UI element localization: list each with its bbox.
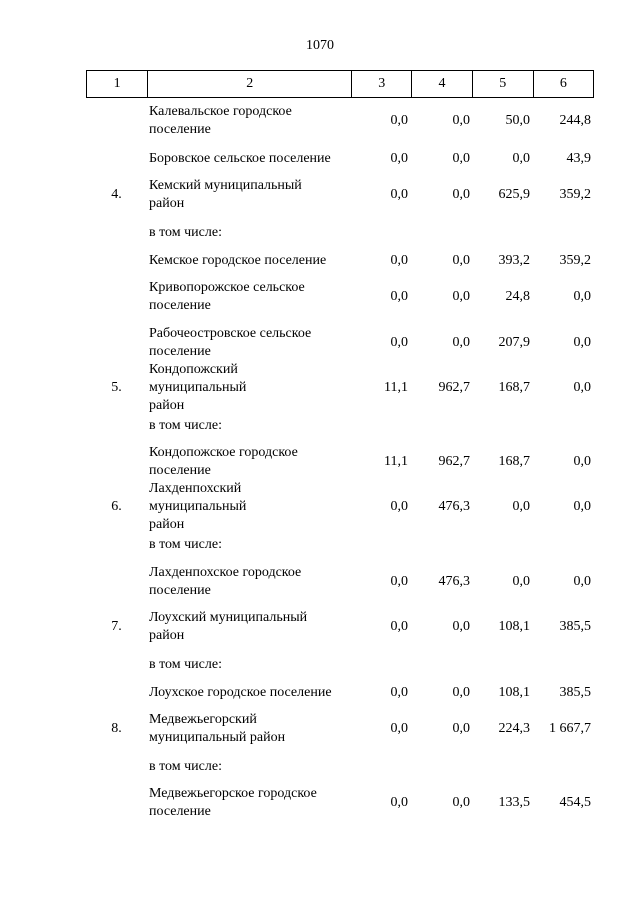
row-value-c4: 962,7 bbox=[438, 454, 470, 469]
row-name: Кондопожское городское поселение bbox=[149, 445, 298, 478]
row-name: Калевальское городское поселение bbox=[149, 104, 292, 137]
row-value-c4: 0,0 bbox=[452, 253, 470, 268]
row-value-c3: 11,1 bbox=[384, 380, 408, 395]
row-name: в том числе: bbox=[149, 418, 222, 433]
row-value-c4: 0,0 bbox=[452, 113, 470, 128]
row-value-c5: 0,0 bbox=[512, 574, 530, 589]
row-value-c4: 0,0 bbox=[452, 721, 470, 736]
row-value-c5: 207,9 bbox=[498, 335, 530, 350]
row-value-c4: 0,0 bbox=[452, 151, 470, 166]
row-name: Кемский муниципальный район bbox=[149, 178, 302, 211]
row-value-c4: 0,0 bbox=[452, 289, 470, 304]
row-value-c6: 385,5 bbox=[559, 685, 591, 700]
col-header-3: 3 bbox=[352, 71, 412, 98]
row-name: Лахденпохский муниципальный район bbox=[149, 481, 247, 532]
row-number: 4. bbox=[111, 187, 122, 202]
row-value-c3: 0,0 bbox=[390, 253, 408, 268]
row-value-c6: 244,8 bbox=[559, 113, 591, 128]
row-value-c3: 0,0 bbox=[390, 574, 408, 589]
row-value-c3: 0,0 bbox=[390, 151, 408, 166]
row-value-c5: 168,7 bbox=[498, 454, 530, 469]
col-header-2: 2 bbox=[148, 71, 352, 98]
row-name: в том числе: bbox=[149, 657, 222, 672]
row-value-c5: 0,0 bbox=[512, 499, 530, 514]
row-value-c6: 0,0 bbox=[573, 380, 591, 395]
row-value-c4: 962,7 bbox=[438, 380, 470, 395]
row-value-c5: 224,3 bbox=[498, 721, 530, 736]
row-value-c6: 43,9 bbox=[566, 151, 591, 166]
row-value-c3: 0,0 bbox=[390, 335, 408, 350]
row-value-c6: 1 667,7 bbox=[549, 721, 591, 736]
row-value-c5: 50,0 bbox=[505, 113, 530, 128]
row-name: в том числе: bbox=[149, 759, 222, 774]
row-value-c4: 0,0 bbox=[452, 187, 470, 202]
row-value-c3: 0,0 bbox=[390, 795, 408, 810]
row-value-c5: 133,5 bbox=[498, 795, 530, 810]
row-number: 8. bbox=[111, 721, 122, 736]
col-header-6: 6 bbox=[533, 71, 593, 98]
row-value-c3: 0,0 bbox=[390, 289, 408, 304]
row-name: Боровское сельское поселение bbox=[149, 151, 331, 166]
row-value-c6: 454,5 bbox=[559, 795, 591, 810]
row-value-c6: 359,2 bbox=[559, 253, 591, 268]
row-value-c6: 0,0 bbox=[573, 454, 591, 469]
row-value-c4: 0,0 bbox=[452, 795, 470, 810]
row-value-c5: 108,1 bbox=[498, 685, 530, 700]
page-number: 1070 bbox=[306, 38, 334, 53]
row-value-c3: 0,0 bbox=[390, 113, 408, 128]
row-value-c4: 476,3 bbox=[438, 499, 470, 514]
col-header-4: 4 bbox=[412, 71, 472, 98]
row-value-c3: 0,0 bbox=[390, 721, 408, 736]
row-number: 5. bbox=[111, 380, 122, 395]
row-value-c5: 24,8 bbox=[505, 289, 530, 304]
row-value-c4: 0,0 bbox=[452, 685, 470, 700]
row-name: Кривопорожское сельское поселение bbox=[149, 280, 305, 313]
row-value-c5: 0,0 bbox=[512, 151, 530, 166]
row-value-c3: 11,1 bbox=[384, 454, 408, 469]
row-number: 7. bbox=[111, 619, 122, 634]
row-value-c4: 0,0 bbox=[452, 335, 470, 350]
row-value-c3: 0,0 bbox=[390, 685, 408, 700]
row-value-c5: 168,7 bbox=[498, 380, 530, 395]
row-name: Кемское городское поселение bbox=[149, 253, 327, 268]
table-header bbox=[86, 70, 594, 98]
row-value-c6: 0,0 bbox=[573, 289, 591, 304]
row-number: 6. bbox=[111, 499, 122, 514]
row-value-c4: 0,0 bbox=[452, 619, 470, 634]
row-value-c6: 359,2 bbox=[559, 187, 591, 202]
row-name: Кондопожский муниципальный район bbox=[149, 362, 247, 413]
row-name: Лоухский муниципальный район bbox=[149, 610, 308, 643]
row-name: Рабочеостровское сельское поселение bbox=[149, 326, 312, 359]
row-value-c3: 0,0 bbox=[390, 499, 408, 514]
row-name: Медвежьегорское городское поселение bbox=[149, 786, 317, 819]
row-name: в том числе: bbox=[149, 537, 222, 552]
row-value-c3: 0,0 bbox=[390, 187, 408, 202]
row-name: Медвежьегорский муниципальный район bbox=[149, 712, 286, 745]
col-header-1: 1 bbox=[87, 71, 148, 98]
row-value-c6: 385,5 bbox=[559, 619, 591, 634]
col-header-5: 5 bbox=[472, 71, 533, 98]
row-value-c5: 108,1 bbox=[498, 619, 530, 634]
row-value-c6: 0,0 bbox=[573, 499, 591, 514]
row-name: Лахденпохское городское поселение bbox=[149, 565, 302, 598]
row-name: Лоухское городское поселение bbox=[149, 685, 332, 700]
row-value-c6: 0,0 bbox=[573, 574, 591, 589]
row-value-c5: 393,2 bbox=[498, 253, 530, 268]
row-value-c6: 0,0 bbox=[573, 335, 591, 350]
row-value-c3: 0,0 bbox=[390, 619, 408, 634]
row-value-c5: 625,9 bbox=[498, 187, 530, 202]
row-value-c4: 476,3 bbox=[438, 574, 470, 589]
row-name: в том числе: bbox=[149, 225, 222, 240]
